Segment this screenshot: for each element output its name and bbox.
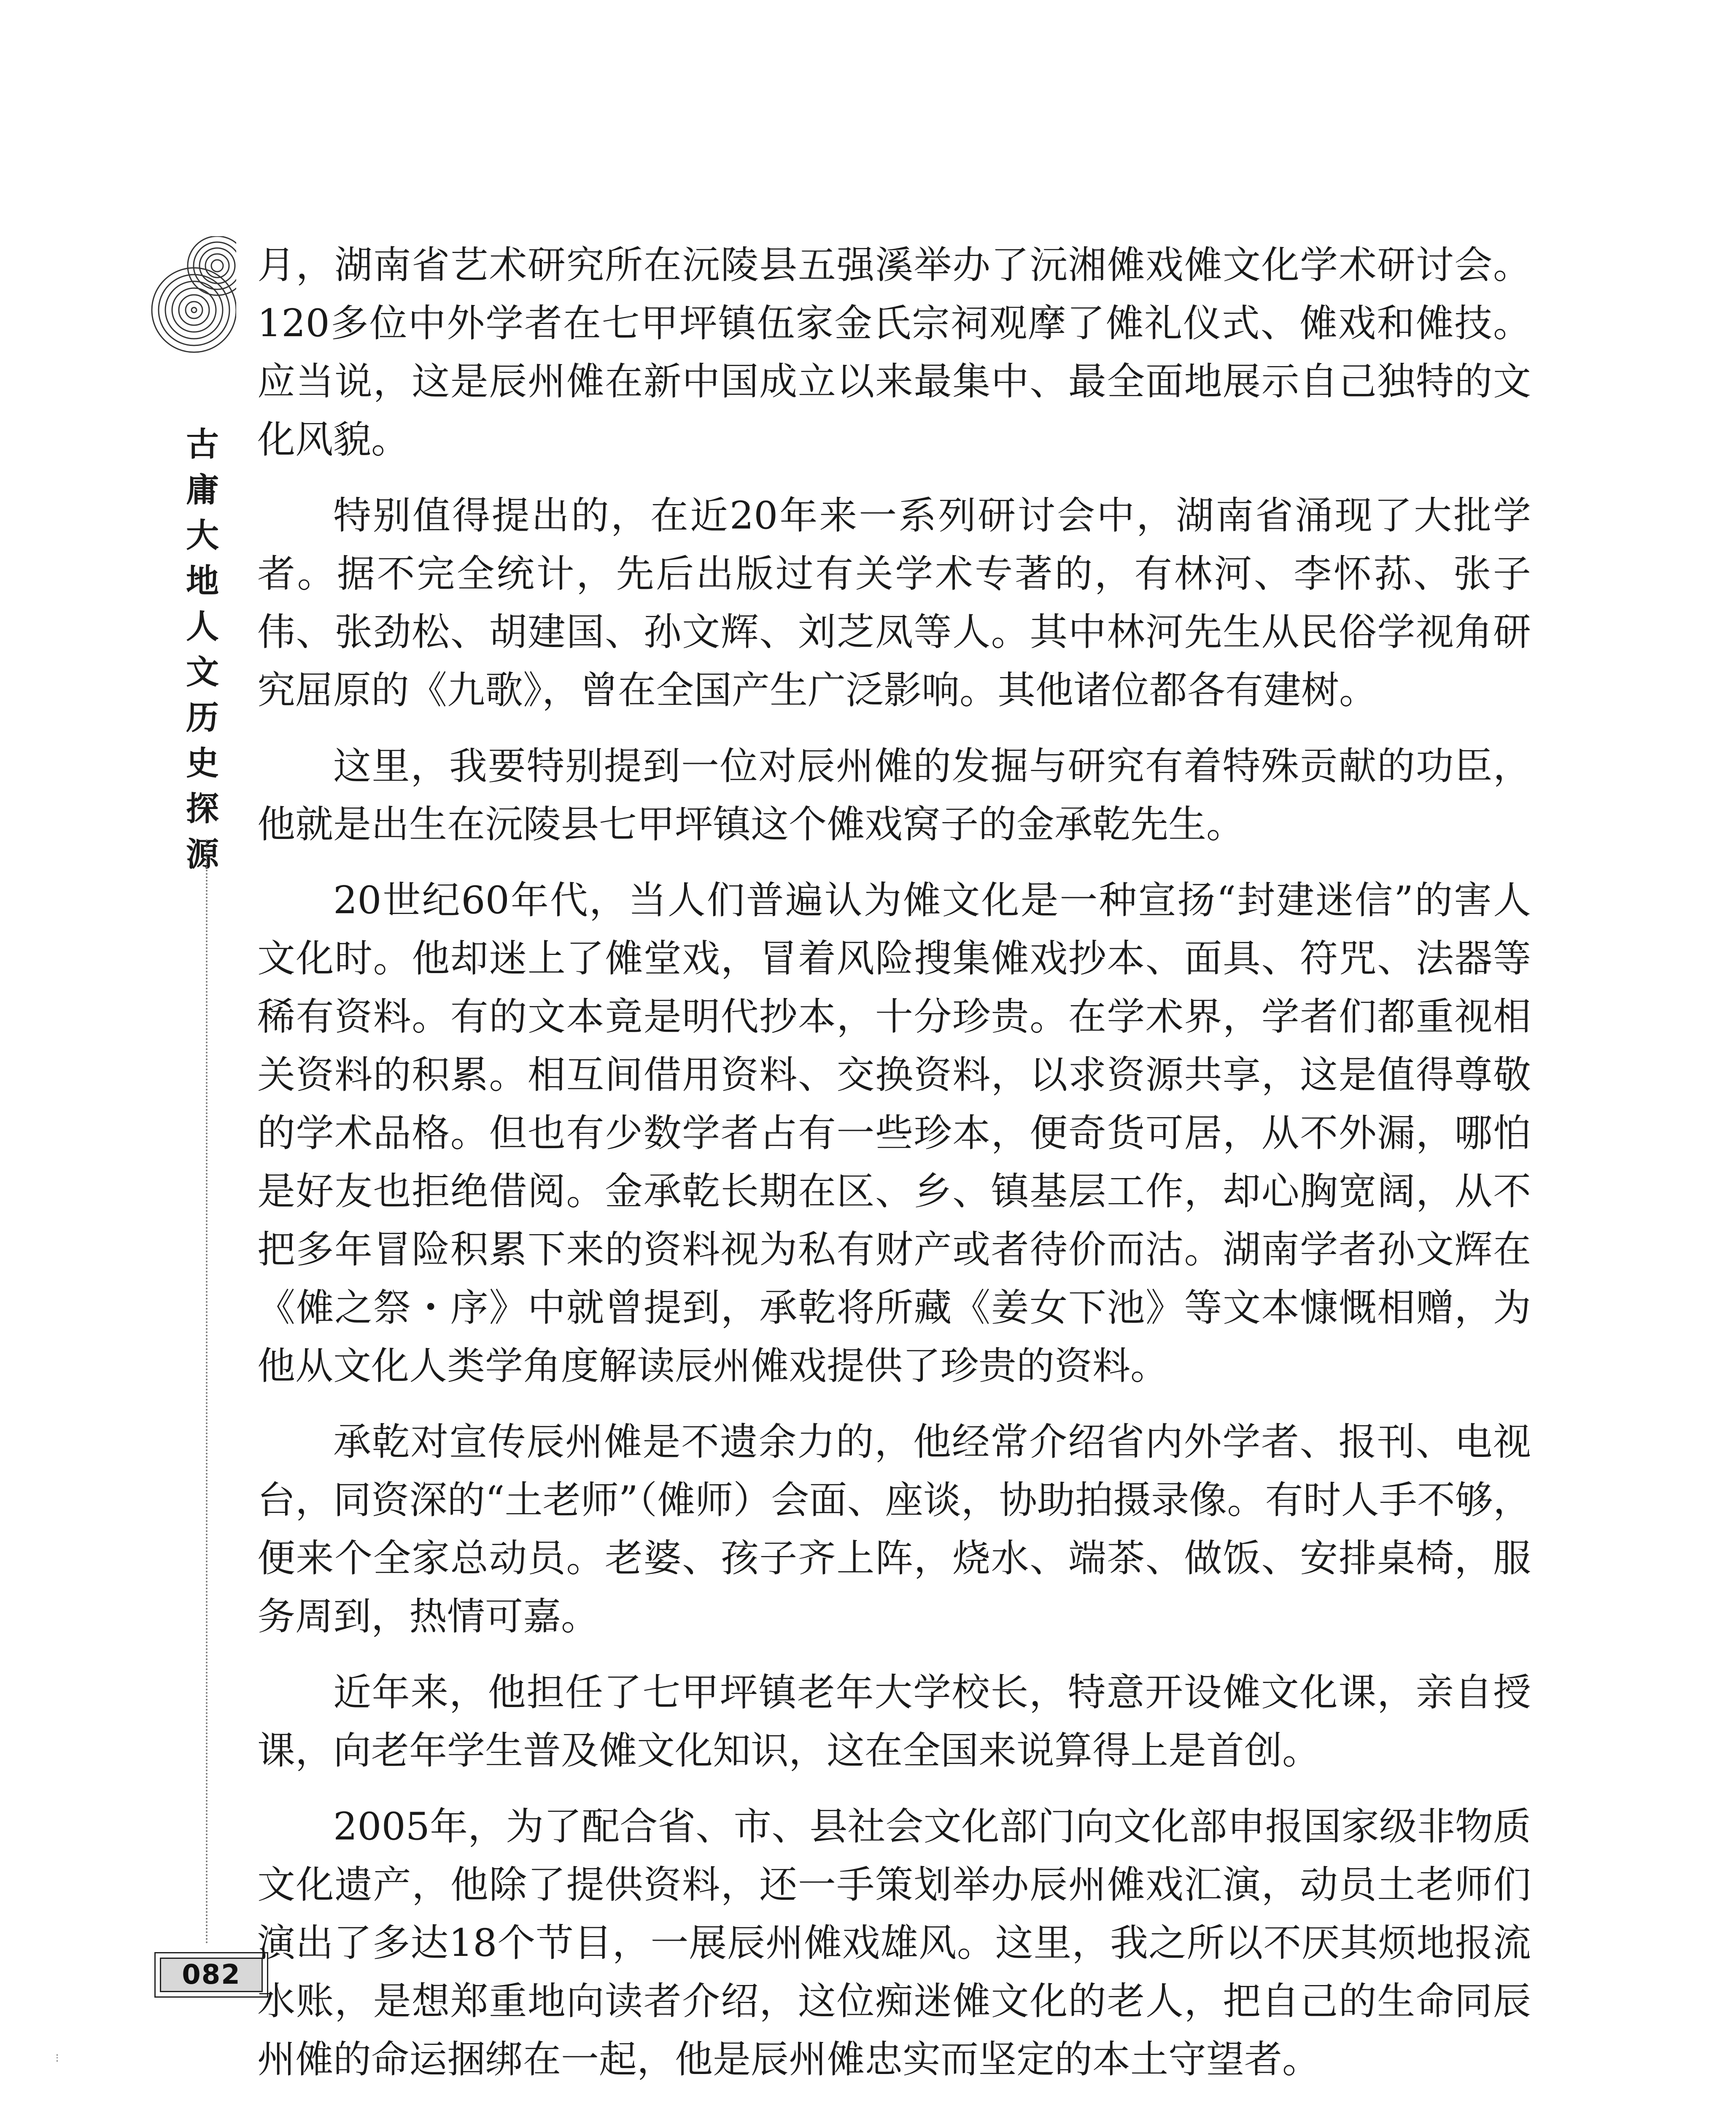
paragraph: 承乾对宣传辰州傩是不遗余力的，他经常介绍省内外学者、报刊、电视台，同资深的“土老师”（傩师）会面、座谈，协助拍摄录像。有时人手不够，便来个全家总动员。老婆、孩子齐上阵，烧水、端茶、做饭、安排桌椅，服务周到，热情可嘉。 bbox=[257, 1420, 1531, 1639]
paragraph bbox=[257, 2106, 1531, 2109]
paragraph: 月，湖南省艺术研究所在沅陵县五强溪举办了沅湘傩戏傩文化学术研讨会。120多位中外学者在七甲坪镇伍家金氏宗祠观摩了傩礼仪式、傩戏和傩技。应当说，这是辰州傩在新中国成立以来最集中、最全面地展示自己独特的文化风貌。 bbox=[257, 243, 1531, 462]
margin-tick bbox=[57, 2054, 58, 2062]
margin-dotted-rule bbox=[206, 839, 208, 1944]
page-number-badge bbox=[154, 1952, 268, 1998]
paragraph: 2005年，为了配合省、市、县社会文化部门向文化部申报国家级非物质文化遗产，他除了提供资料，还一手策划举办辰州傩戏汇演，动员土老师们演出了多达18个节目，一展辰州傩戏雄风。这里，我之所以不厌其烦地报流水账，是想郑重地向读者介绍，这位痴迷傩文化的老人，把自己的生命同辰州傩的命运捆绑在一起，他是辰州傩忠实而坚定的本土守望者。 bbox=[257, 1804, 1531, 2082]
page-number: 082 bbox=[160, 1958, 263, 1992]
series-title: 古庸大地人文历史探源 bbox=[186, 426, 219, 874]
paragraph: 20世纪60年代，当人们普遍认为傩文化是一种宣扬“封建迷信”的害人文化时。他却迷上了傩堂戏，冒着风险搜集傩戏抄本、面具、符咒、法器等稀有资料。有的文本竟是明代抄本，十分珍贵。在学术界，学者们都重视相关资料的积累。相互间借用资料、交换资料，以求资源共享，这是值得尊敬的学术品格。但也有少数学者占有一些珍本，便奇货可居，从不外漏，哪怕是好友也拒绝借阅。金承乾长期在区、乡、镇基层工作，却心胸宽阔，从不把多年冒险积累下来的资料视为私有财产或者待价而沽。湖南学者孙文辉在《傩之祭・序》中就曾提到，承乾将所藏《姜女下池》等文本慷慨相赠，为他从文化人类学角度解读辰州傩戏提供了珍贵的资料。 bbox=[257, 878, 1531, 1388]
paragraph: 这里，我要特别提到一位对辰州傩的发掘与研究有着特殊贡献的功臣，他就是出生在沅陵县七甲坪镇这个傩戏窝子的金承乾先生。 bbox=[257, 744, 1531, 847]
paragraph: 特别值得提出的，在近20年来一系列研讨会中，湖南省涌现了大批学者。据不完全统计，先后出版过有关学术专著的，有林河、李怀荪、张子伟、张劲松、胡建国、孙文辉、刘芝凤等人。其中林河先生从民俗学视角研究屈原的《九歌》，曾在全国产生广泛影响。其他诸位都各有建树。 bbox=[257, 494, 1531, 712]
paragraph: 近年来，他担任了七甲坪镇老年大学校长，特意开设傩文化课，亲自授课，向老年学生普及傩文化知识，这在全国来说算得上是首创。 bbox=[257, 1670, 1531, 1773]
article-body bbox=[257, 236, 1531, 2109]
decorative-arcs-icon bbox=[127, 236, 236, 363]
